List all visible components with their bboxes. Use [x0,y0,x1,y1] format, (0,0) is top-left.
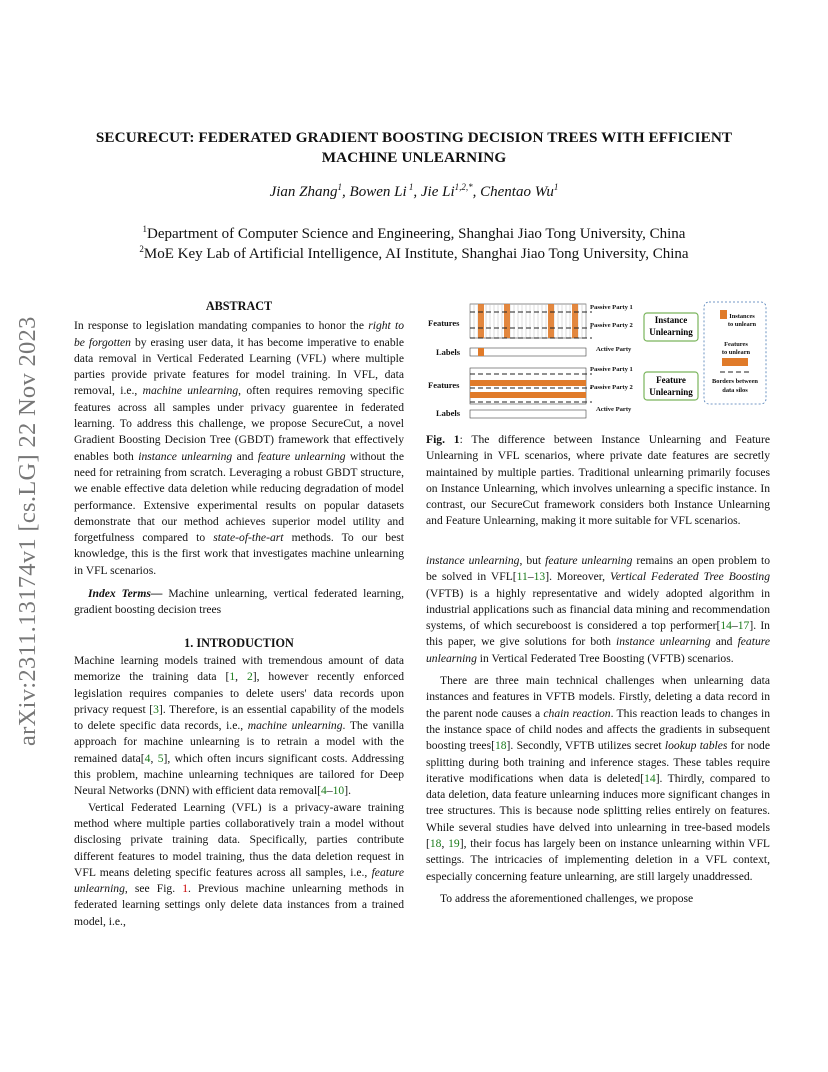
affil-mark: 2 [139,244,144,254]
affiliation-1 [60,224,768,244]
citation-link[interactable]: 2 [246,670,253,684]
intro-heading: 1. INTRODUCTION [184,635,294,650]
feature-matrix [470,368,592,418]
citation-link[interactable]: 13 [533,570,546,584]
legend-instances: to unlearn [727,321,757,328]
intro-paragraph-1: Machine learning models trained with tremendous amount of data memorize the training data [1, 2], however recently enforced legislation requires companies to delete users' data records upon privacy request [3]. Therefore, is an essential capability of the models to delete specific data records, i.e., machine unlearning. The vanilla approach for machine unlearning is to retrain a model with the remained data[4, 5], which often incurs significant costs. Addressing this problem, machine unlearning techniques are tailored for Deep Neural Networks (DNN) with efficient data removal[4–10]. [74,653,405,798]
active-party-label: Active Party [596,406,632,413]
citation-link[interactable]: 18 [429,837,442,851]
legend-features: to unlearn [721,349,751,356]
right-paragraph-2: There are three main technical challenges when unlearning data instances and features in VFTB models. Firstly, deleting a data record in the parent node causes a chain reaction. This reaction leads to changes in the instance space of child nodes and affects the gradients in subsequent boosting trees[18]. Secondly, VFTB utilizes secret lookup tables for node splitting during both training and inference stages. These tables require iterative modifications when data is deleted[14]. Thirdly, compared to data deletion, data feature unlearning induces more significant changes in tree structures. This is because node splitting relies entirely on features. While several studies have delved into unlearning in tree-based models [18, 19], their focus has largely been on instance unlearning within VFL settings. The intricacies of implementing deletion in a VFL context, especially concerning feature unlearning, are still largely unaddressed. [426,674,770,883]
affil-text: MoE Key Lab of Artificial Intelligence, AI Institute, Shanghai Jiao Tong University, China [143,246,689,262]
instance-matrix [470,304,592,356]
labels-label: Labels [436,347,461,357]
citation-link[interactable]: 17 [737,619,750,633]
author-affil-mark: 1,2,* [454,182,473,192]
citation-link[interactable]: 18 [494,739,507,753]
author-affil-mark: 1 [337,182,343,192]
figure-ref-link[interactable]: 1 [182,882,188,896]
citation-link[interactable]: 14 [720,619,732,633]
right-column [426,553,770,907]
instance-unlearning-text: Instance [654,315,688,325]
author-affil-mark: 1 [406,182,414,192]
instance-unlearning-text: Unlearning [649,327,693,337]
caption-text: : The difference between Instance Unlearning and Feature Unlearning in VFL scenarios, where private date features are secretly maintained by multiple parties. Traditional unlearning primarily focuses on Instance Unlearning, which involves unlearning a specific instance. In contrast, our SecureCut framework considers both Instance Unlearning and Feature Unlearning, making it more suitable for VFL scenarios. [426,433,770,528]
left-column [74,298,404,930]
abstract-text: In response to legislation mandating companies to honor the right to be forgotten by erasing user data, it has become imperative to enable data removal in Vertical Federated Learning (VFL) where multiple parties provide private features for model training. In VFL, data removal, i.e., machine unlearning, often requires removing specific features across all samples under privacy guarentee in federated learning. To address this challenge, we propose SecureCut, a novel Gradient Boosting Decision Tree (GBDT) framework that effectively enables both instance unlearning and feature unlearning without the need for retraining from scratch. Leveraging a robust GBDT structure, we enable effective data deletion while reducing degradation of model performance. Extensive experimental results on popular datasets demonstrate that our method achieves superior model utility and forgetfulness compared to state-of-the-art methods. To our best knowledge, this is the first work that investigates machine unlearning in VFL scenarios. [74,319,405,577]
author-name: Jie Li [420,184,455,200]
title-line-2: MACHINE UNLEARNING [321,149,507,166]
passive-party-2-label: Passive Party 2 [590,322,633,329]
figure-caption [426,432,770,530]
legend-borders: Borders between [712,378,758,385]
affiliations [60,224,768,264]
author-separator: , [472,184,481,200]
abstract-heading: ABSTRACT [205,299,273,313]
affil-mark: 1 [142,224,148,234]
figure-1 [424,296,772,426]
citation-link[interactable]: 5 [157,751,164,765]
index-terms: Index Terms— Machine unlearning, vertical federated learning, gradient boosting decision trees [74,587,404,617]
citation-link[interactable]: 10 [332,784,345,798]
active-party-label: Active Party [596,346,632,353]
citation-link[interactable]: 4 [321,784,327,798]
figure-diagram [424,296,772,426]
passive-party-1-label: Passive Party 1 [590,366,633,373]
author-affil-mark: 1 [553,182,559,192]
citation-link[interactable]: 19 [448,837,460,851]
features-label: Features [428,318,460,328]
author-name: Chentao Wu [480,184,554,200]
citation-link[interactable]: 4 [144,751,151,765]
citation-link[interactable]: 11 [516,570,528,584]
citation-link[interactable]: 14 [644,771,656,785]
feature-unlearning-text: Unlearning [649,387,693,397]
features-label: Features [428,380,460,390]
affiliation-2 [60,244,768,264]
passive-party-2-label: Passive Party 2 [590,384,633,391]
legend-borders: data silos [722,387,748,394]
author-name: Bowen Li [349,184,407,200]
author-separator: , [413,184,421,200]
author-separator: , [342,184,350,200]
right-paragraph-3: To address the aforementioned challenges, we propose [440,891,694,905]
labels-label: Labels [436,408,461,418]
legend-features: Features [724,341,748,348]
index-terms-label: Index Terms— [88,587,163,601]
intro-paragraph-2: Vertical Federated Learning (VFL) is a privacy-aware training method where multiple parties collaboratively train a model without disclosing private training data. Specifically, parties contribute different features to model training, thus the data deletion request in VFL means deleting specific features across all samples, i.e., feature unlearning, see Fig. 1. Previous machine unlearning methods in federated learning settings only delete data instances from a trained model, i.e., [74,800,404,928]
paper-title [60,128,768,168]
author-list [60,184,768,201]
affil-text: Department of Computer Science and Engineering, Shanghai Jiao Tong University, China [147,226,686,242]
feature-unlearning-text: Feature [656,375,686,385]
citation-link[interactable]: 1 [229,670,236,684]
caption-label: Fig. 1 [426,433,460,446]
title-line-1: SECURECUT: FEDERATED GRADIENT BOOSTING DECISION TREES WITH EFFICIENT [95,129,733,146]
author-name: Jian Zhang [269,184,338,200]
arxiv-stamp: arXiv:2311.13174v1 [cs.LG] 22 Nov 2023 [14,316,41,746]
legend-instances: Instances [729,313,755,320]
passive-party-1-label: Passive Party 1 [590,304,633,311]
citation-link[interactable]: 3 [153,702,159,716]
right-paragraph-1: instance unlearning, but feature unlearning remains an open problem to be solved in VFL[11–13]. Moreover, Vertical Federated Tree Boosting (VFTB) is a highly representative and widely adopted algorithm in industrial applications such as financial data mining and recommendation systems, of which secureboost is considered a top performer[14–17]. In this paper, we give solutions for both instance unlearning and feature unlearning in Vertical Federated Tree Boosting (VFTB) scenarios. [426,554,770,665]
